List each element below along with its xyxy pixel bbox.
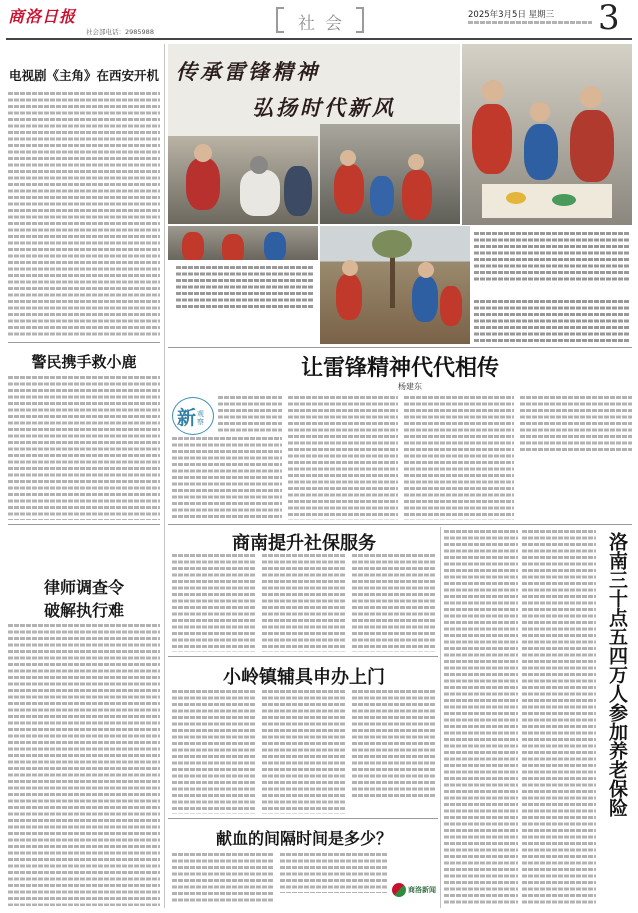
section-rule	[8, 342, 160, 343]
photo-feature-banner	[168, 44, 460, 224]
photo-detail	[336, 274, 362, 320]
section-label: 社会	[298, 14, 352, 34]
article-body-social-security	[172, 554, 256, 652]
article-body-leifeng	[288, 396, 398, 520]
article-body-leifeng	[404, 396, 514, 520]
article-body-blood-donation	[172, 853, 274, 905]
photo-detail	[482, 184, 612, 218]
issue-date: 2025年3月5日 星期三	[468, 10, 555, 20]
photo-detail	[530, 102, 550, 122]
photo-detail	[482, 80, 504, 102]
section-rule	[168, 347, 632, 348]
section-rule	[168, 524, 632, 525]
article-headline-lawyer-line1: 律师调查令	[43, 578, 124, 597]
article-headline-social-security: 商南提升社保服务	[232, 533, 376, 554]
photo-detail	[222, 234, 244, 260]
photo-detail	[412, 276, 438, 322]
article-body-assistive-devices	[262, 690, 346, 814]
photo-tree-planting	[320, 226, 470, 344]
photo-haircut-service	[168, 136, 318, 224]
article-body-leifeng	[218, 396, 282, 434]
photo-detail	[284, 166, 312, 216]
article-headline-fawn-rescue: 警民携手救小鹿	[31, 353, 137, 371]
photo-detail	[440, 286, 462, 326]
photo-detail	[334, 164, 364, 214]
article-body-leifeng	[172, 437, 282, 520]
article-body-assistive-devices	[172, 690, 256, 814]
photo-detail	[372, 230, 412, 258]
photo-volunteers-kids	[320, 124, 460, 224]
right-bracket	[356, 7, 364, 33]
news-app-logo-icon	[392, 883, 406, 897]
photo-detail	[186, 158, 220, 210]
column-badge	[172, 397, 214, 435]
article-headline-lawyer-line2: 破解执行难	[43, 601, 124, 620]
photo-detail	[408, 154, 424, 170]
news-app-logo-text: 商洛新闻	[408, 886, 436, 894]
photo-detail	[194, 144, 212, 162]
photo-caption-text	[474, 232, 630, 282]
article-body-pension	[444, 530, 518, 906]
masthead-rule	[6, 38, 632, 40]
article-body-leifeng	[520, 396, 632, 454]
photo-detail	[570, 110, 614, 182]
desk-phone: 社会部电话：2985988	[86, 28, 154, 36]
column-badge-big: 新	[177, 407, 197, 429]
photo-detail	[342, 260, 358, 276]
photo-detail	[524, 124, 558, 180]
article-body-pension	[522, 530, 596, 906]
photo-children-painting	[462, 44, 632, 225]
article-headline-blood-donation: 献血的间隔时间是多少？	[215, 829, 392, 848]
photo-detail	[182, 232, 204, 260]
photo-red-vest-volunteers	[168, 226, 318, 260]
photo-detail	[472, 104, 512, 174]
editor-credits-text	[468, 21, 592, 25]
section-rule	[8, 524, 160, 525]
article-body-fawn-rescue	[8, 376, 160, 520]
article-headline-tv-drama: 电视剧《主角》在西安开机	[8, 68, 159, 83]
article-author: 杨建东	[398, 382, 422, 391]
photo-detail	[370, 176, 394, 216]
news-app-logo	[392, 880, 438, 904]
article-body-blood-donation	[280, 853, 388, 893]
photo-banner-line2: 弘扬时代新风	[252, 95, 396, 120]
photo-caption-text	[474, 300, 630, 344]
photo-detail	[264, 232, 286, 260]
left-column-divider	[164, 44, 165, 908]
article-body-assistive-devices	[352, 690, 436, 800]
photo-detail	[402, 170, 432, 220]
article-body-social-security	[352, 554, 436, 652]
photo-detail	[418, 262, 434, 278]
article-headline-leifeng: 让雷锋精神代代相传	[300, 356, 499, 381]
photo-detail	[250, 156, 268, 174]
photo-detail	[552, 194, 576, 206]
photo-detail	[340, 150, 356, 166]
photo-banner-line1: 传承雷锋精神	[176, 59, 320, 84]
section-rule	[168, 656, 438, 657]
newspaper-logo: 商洛日报	[8, 7, 77, 26]
photo-caption-text	[176, 266, 314, 308]
section-rule	[168, 818, 438, 819]
article-body-lawyer-order	[8, 624, 160, 906]
article-headline-assistive-devices: 小岭镇辅具申办上门	[223, 667, 385, 688]
article-body-social-security	[262, 554, 346, 652]
article-body-tv-drama	[8, 92, 160, 338]
photo-detail	[240, 170, 280, 216]
column-badge-small: 观察	[197, 410, 204, 426]
photo-detail	[506, 192, 526, 204]
right-column-divider	[440, 527, 441, 908]
photo-detail	[580, 86, 602, 108]
article-headline-pension: 洛南三十点五四万人参加养老保险	[606, 532, 628, 817]
page-number: 3	[598, 0, 620, 38]
section-header	[276, 7, 364, 33]
